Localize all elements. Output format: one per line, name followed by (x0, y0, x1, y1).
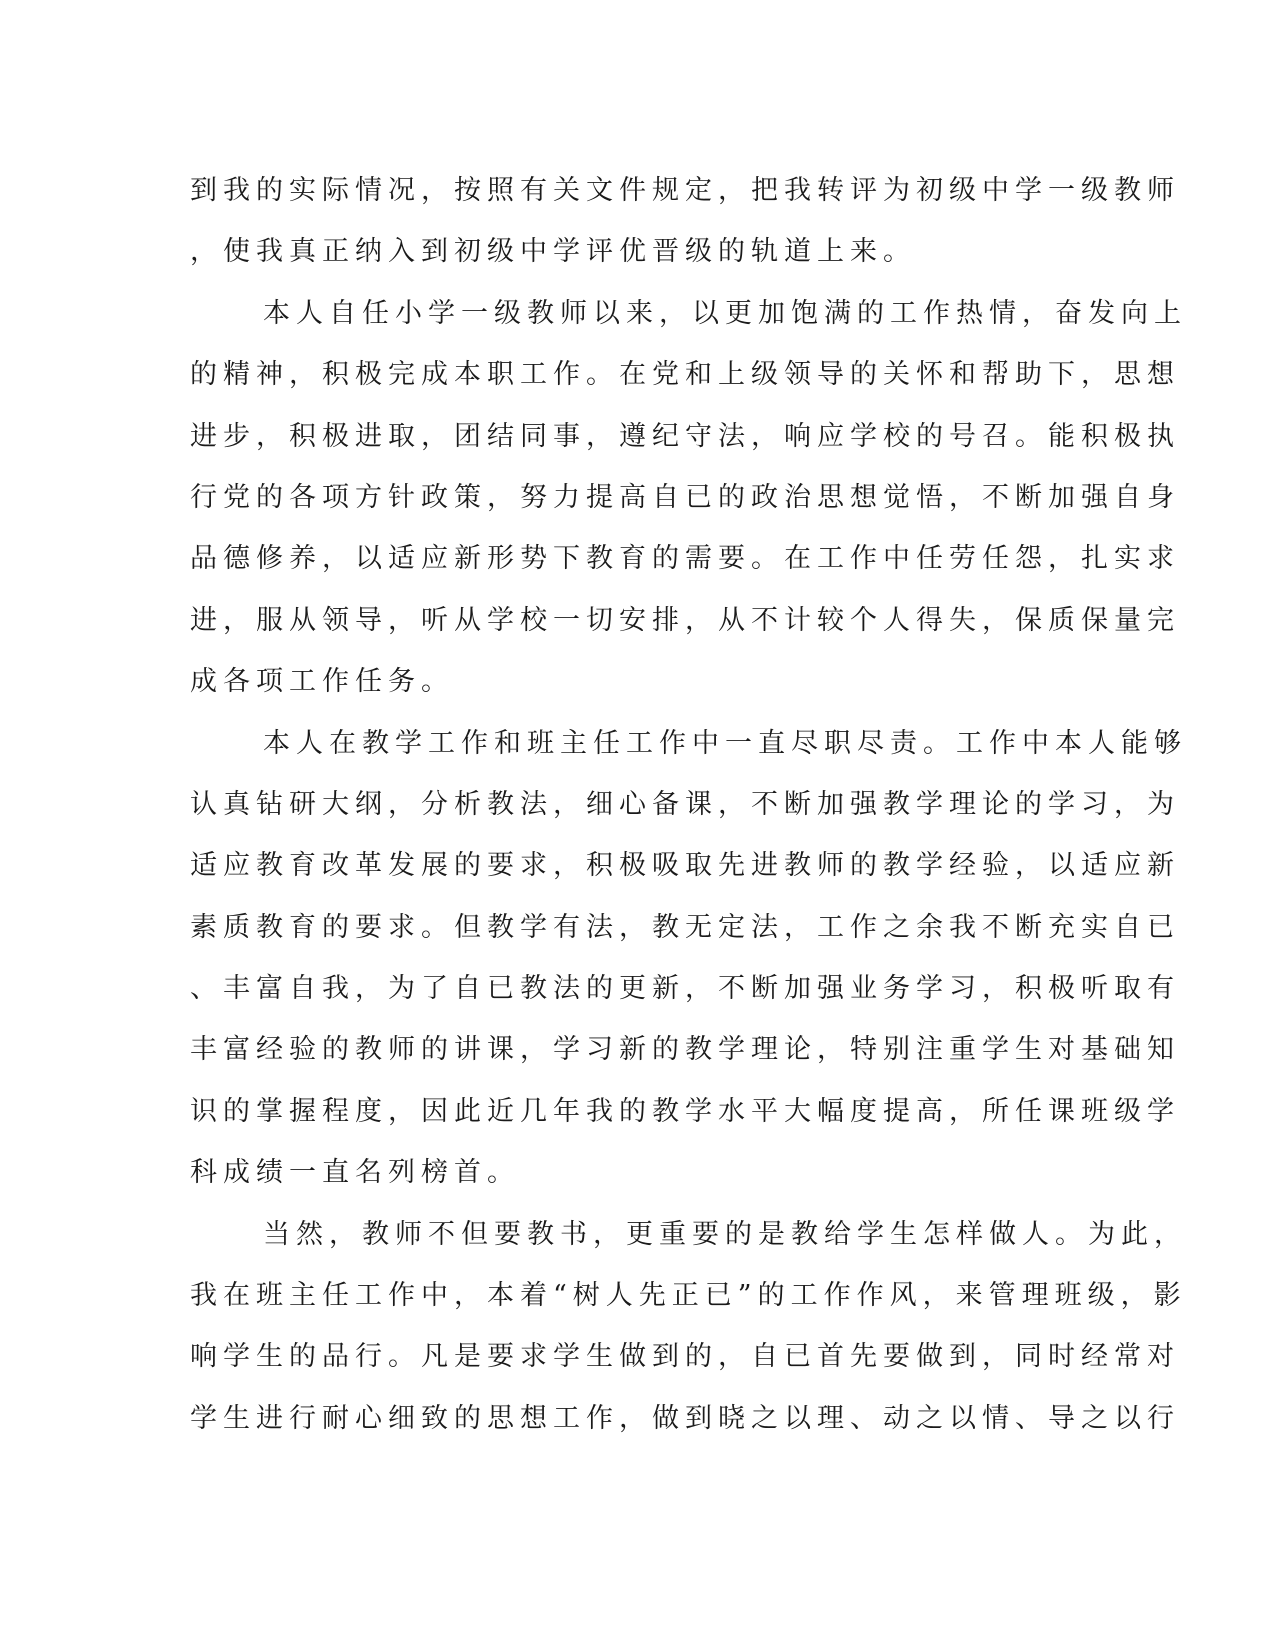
text-line: 学生进行耐心细致的思想工作，做到晓之以理、动之以情、导之以行 (190, 1402, 1180, 1434)
text-line: 认真钻研大纲，分析教法，细心备课，不断加强教学理论的学习，为 (190, 788, 1180, 820)
text-line: 成各项工作任务。 (190, 666, 454, 698)
text-line: ，使我真正纳入到初级中学评优晋级的轨道上来。 (190, 236, 916, 268)
text-line: 科成绩一直名列榜首。 (190, 1157, 520, 1189)
text-line: 品德修养，以适应新形势下教育的需要。在工作中任劳任怨，扎实求 (190, 543, 1180, 575)
text-line: 识的掌握程度，因此近几年我的教学水平大幅度提高，所任课班级学 (190, 1095, 1180, 1127)
text-line: 进，服从领导，听从学校一切安排，从不计较个人得失，保质保量完 (190, 604, 1180, 636)
text-line: 、丰富自我，为了自已教法的更新，不断加强业务学习，积极听取有 (190, 973, 1180, 1005)
text-line: 响学生的品行。凡是要求学生做到的，自已首先要做到，同时经常对 (190, 1341, 1180, 1373)
text-line: 到我的实际情况，按照有关文件规定，把我转评为初级中学一级教师 (190, 175, 1180, 206)
text-line: 素质教育的要求。但教学有法，教无定法，工作之余我不断充实自已 (190, 911, 1180, 943)
text-line: 进步，积极进取，团结同事，遵纪守法，响应学校的号召。能积极执 (190, 420, 1180, 452)
paragraph-first-line: 本人在教学工作和班主任工作中一直尽职尽责。工作中本人能够 (263, 727, 1187, 759)
text-line: 的精神，积极完成本职工作。在党和上级领导的关怀和帮助下，思想 (190, 359, 1180, 391)
paragraph-first-line: 本人自任小学一级教师以来，以更加饱满的工作热情，奋发向上 (263, 297, 1187, 329)
text-line: 我在班主任工作中，本着“树人先正已”的工作作风，来管理班级，影 (190, 1280, 1187, 1312)
document-body (190, 160, 1187, 1449)
text-line: 丰富经验的教师的讲课，学习新的教学理论，特别注重学生对基础知 (190, 1034, 1180, 1066)
text-line: 适应教育改革发展的要求，积极吸取先进教师的教学经验，以适应新 (190, 850, 1180, 882)
paragraph-first-line: 当然，教师不但要教书，更重要的是教给学生怎样做人。为此， (263, 1218, 1187, 1250)
text-line: 行党的各项方针政策，努力提高自已的政治思想觉悟，不断加强自身 (190, 481, 1180, 513)
